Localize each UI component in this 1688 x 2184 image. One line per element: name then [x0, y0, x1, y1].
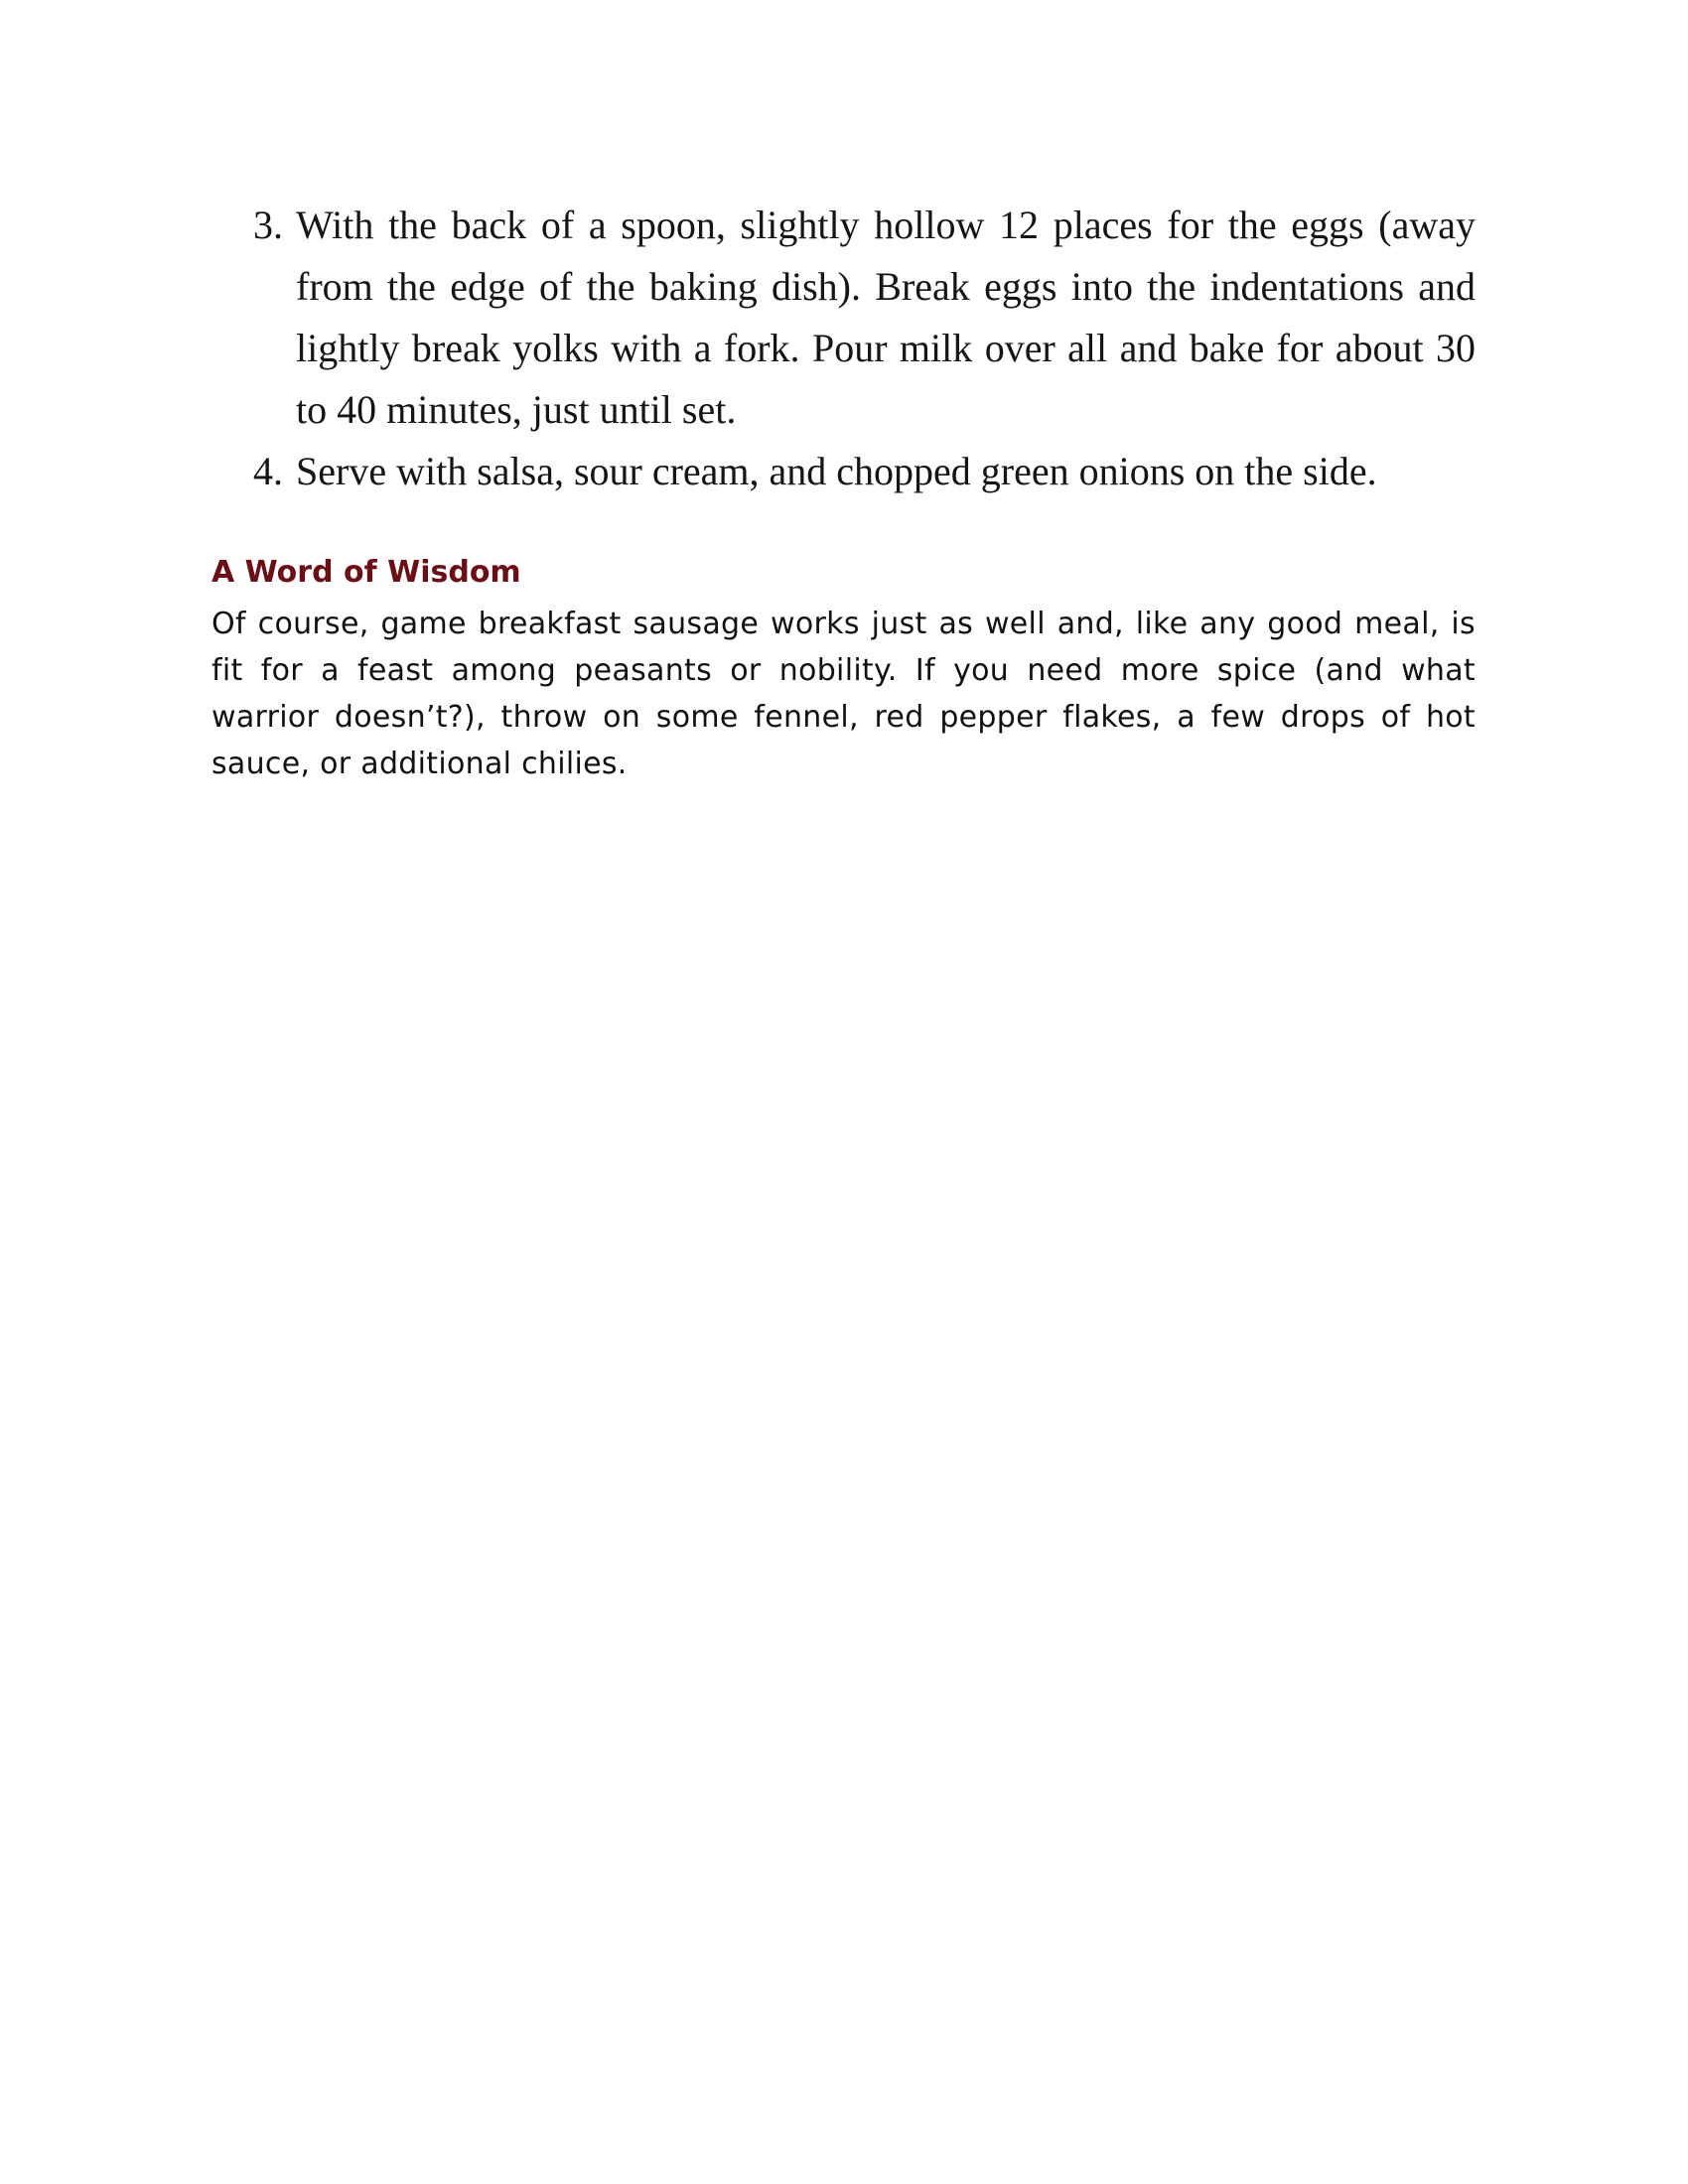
step-number: 3.	[253, 203, 283, 247]
wisdom-heading: A Word of Wisdom	[211, 555, 521, 590]
step-text: With the back of a spoon, slightly hollow 12 places for the eggs (away from the edge of the baking dish). Break eggs into the indentations and lightly break yolks with a fork. Pour milk over all and bake for about 30 to 40 minutes, just until set.	[296, 203, 1476, 432]
instruction-step-4	[211, 441, 1476, 502]
instruction-list	[211, 195, 1476, 502]
step-number: 4.	[253, 449, 283, 493]
instruction-step-3	[211, 195, 1476, 441]
word-of-wisdom-section	[211, 551, 1476, 787]
step-text: Serve with salsa, sour cream, and chopped green onions on the side.	[296, 449, 1377, 493]
wisdom-paragraph: Of course, game breakfast sausage works just as well and, like any good meal, is fit for a feast among peasants or nobility. If you need more spice (and what warrior doesn’t?), throw on some fennel, red pepper flakes, a few drops of hot sauce, or additional chilies.	[211, 607, 1476, 781]
